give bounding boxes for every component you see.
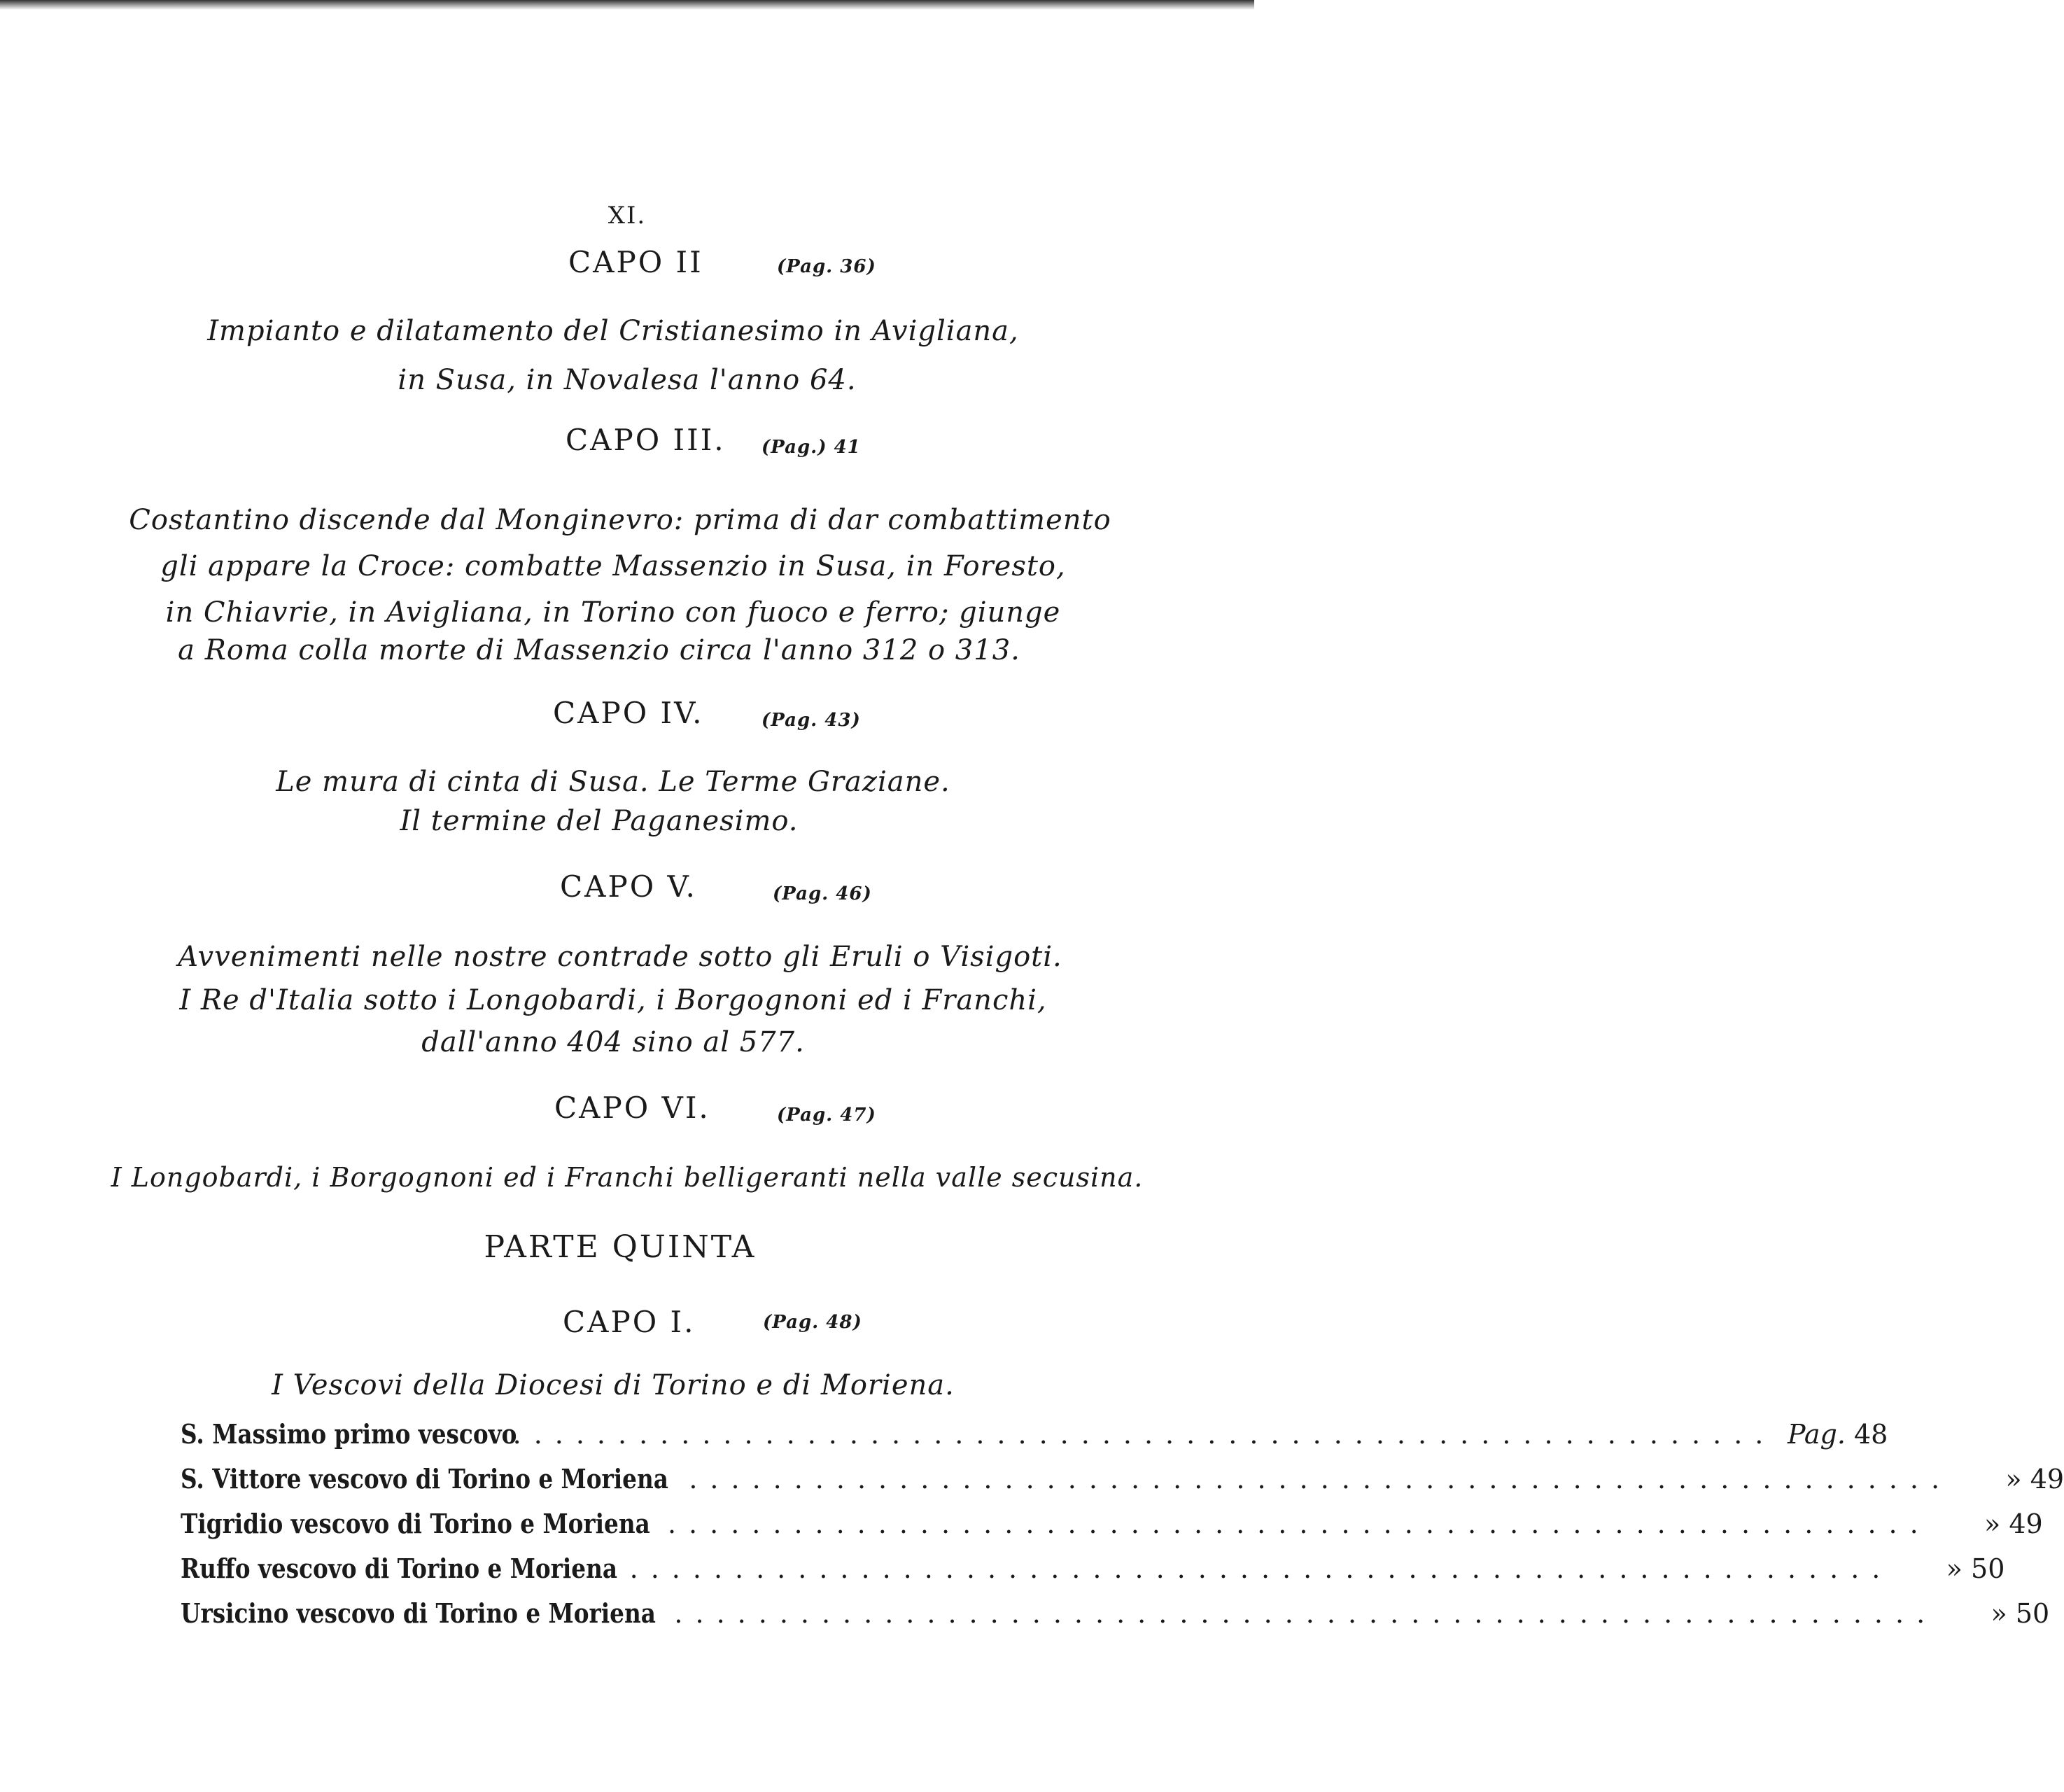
capo-vi-page-ref: (Pag. 47) — [777, 1105, 876, 1126]
capo-iv-desc-line-1: Le mura di cinta di Susa. Le Terme Graziane. — [276, 766, 950, 798]
capo-i-heading: CAPO I. — [563, 1305, 696, 1339]
toc-page-prefix: Pag. — [1787, 1419, 1846, 1450]
capo-iii-desc-line-2: gli appare la Croce: combatte Massenzio in Susa, in Foresto, — [160, 550, 1066, 582]
toc-page-prefix: » — [1991, 1598, 2007, 1629]
toc-page-number: 49 — [2009, 1508, 2043, 1539]
page-number: XI. — [608, 202, 647, 230]
toc-entry-title: S. Massimo primo vescovo — [181, 1418, 517, 1450]
capo-ii-page-ref: (Pag. 36) — [777, 256, 876, 277]
parte-quinta-heading: PARTE QUINTA — [484, 1229, 757, 1265]
capo-iii-desc-line-4: a Roma colla morte di Massenzio circa l'anno 312 o 313. — [178, 634, 1020, 666]
toc-entry-page — [1938, 1508, 2043, 1539]
toc-entry-page — [1783, 1419, 1888, 1450]
toc-entry-page — [1944, 1598, 2049, 1629]
capo-iii-page-ref: (Pag.) 41 — [761, 437, 861, 458]
toc-page-number: 50 — [2015, 1598, 2050, 1629]
capo-v-heading: CAPO V. — [560, 869, 697, 904]
capo-ii-heading: CAPO II — [568, 245, 703, 279]
capo-i-page-ref: (Pag. 48) — [763, 1312, 862, 1333]
toc-entry-page — [1900, 1553, 2005, 1584]
toc-dot-leader: ............................................................ — [512, 1419, 1776, 1450]
capo-vi-heading: CAPO VI. — [554, 1091, 710, 1125]
capo-ii-desc-line-1: Impianto e dilatamento del Cristianesimo in Avigliana, — [207, 315, 1019, 347]
toc-entry-title: Tigridio vescovo di Torino e Moriena — [181, 1508, 650, 1539]
toc-dot-leader: ............................................................ — [689, 1464, 1953, 1494]
toc-page-number: 49 — [2030, 1464, 2064, 1494]
bishops-toc — [181, 1418, 2064, 1642]
capo-iv-page-ref: (Pag. 43) — [761, 710, 861, 731]
scan-edge-shadow — [0, 0, 1254, 10]
toc-dot-leader: ............................................................ — [674, 1598, 1938, 1629]
capo-v-desc-line-2: I Re d'Italia sotto i Longobardi, i Borgognoni ed i Franchi, — [179, 984, 1047, 1016]
capo-vi-desc-line-1: I Longobardi, i Borgognoni ed i Franchi belligeranti nella valle secusina. — [111, 1162, 1144, 1193]
toc-page-prefix: » — [2005, 1464, 2022, 1494]
toc-row — [181, 1418, 1888, 1463]
toc-page-number: 50 — [1971, 1553, 2005, 1584]
capo-i-desc: I Vescovi della Diocesi di Torino e di Moriena. — [272, 1369, 955, 1401]
capo-v-desc-line-1: Avvenimenti nelle nostre contrade sotto gli Eruli o Visigoti. — [178, 941, 1062, 973]
capo-iii-desc-line-3: in Chiavrie, in Avigliana, in Torino con fuoco e ferro; giunge — [165, 596, 1061, 629]
toc-row — [181, 1553, 2005, 1597]
capo-iii-heading: CAPO III. — [566, 423, 726, 457]
capo-v-page-ref: (Pag. 46) — [773, 883, 872, 904]
capo-ii-desc-line-2: in Susa, in Novalesa l'anno 64. — [398, 364, 857, 396]
toc-entry-title: Ruffo vescovo di Torino e Moriena — [181, 1553, 618, 1584]
toc-row — [181, 1463, 2064, 1508]
toc-dot-leader: ............................................................ — [629, 1553, 1893, 1584]
toc-row — [181, 1597, 2050, 1642]
toc-entry-title: S. Vittore vescovo di Torino e Moriena — [181, 1463, 668, 1494]
capo-iii-desc-line-1: Costantino discende dal Monginevro: prima di dar combattimento — [129, 504, 1111, 536]
capo-v-desc-line-3: dall'anno 404 sino al 577. — [421, 1026, 805, 1058]
toc-row — [181, 1508, 2043, 1553]
toc-page-prefix: » — [1946, 1553, 1963, 1584]
toc-dot-leader: ............................................................ — [667, 1508, 1931, 1539]
capo-iv-heading: CAPO IV. — [553, 696, 704, 730]
capo-iv-desc-line-2: Il termine del Paganesimo. — [400, 805, 799, 837]
toc-entry-page — [1959, 1464, 2064, 1494]
toc-page-number: 48 — [1854, 1419, 1888, 1450]
toc-entry-title: Ursicino vescovo di Torino e Moriena — [181, 1597, 656, 1629]
toc-page-prefix: » — [1984, 1508, 2001, 1539]
